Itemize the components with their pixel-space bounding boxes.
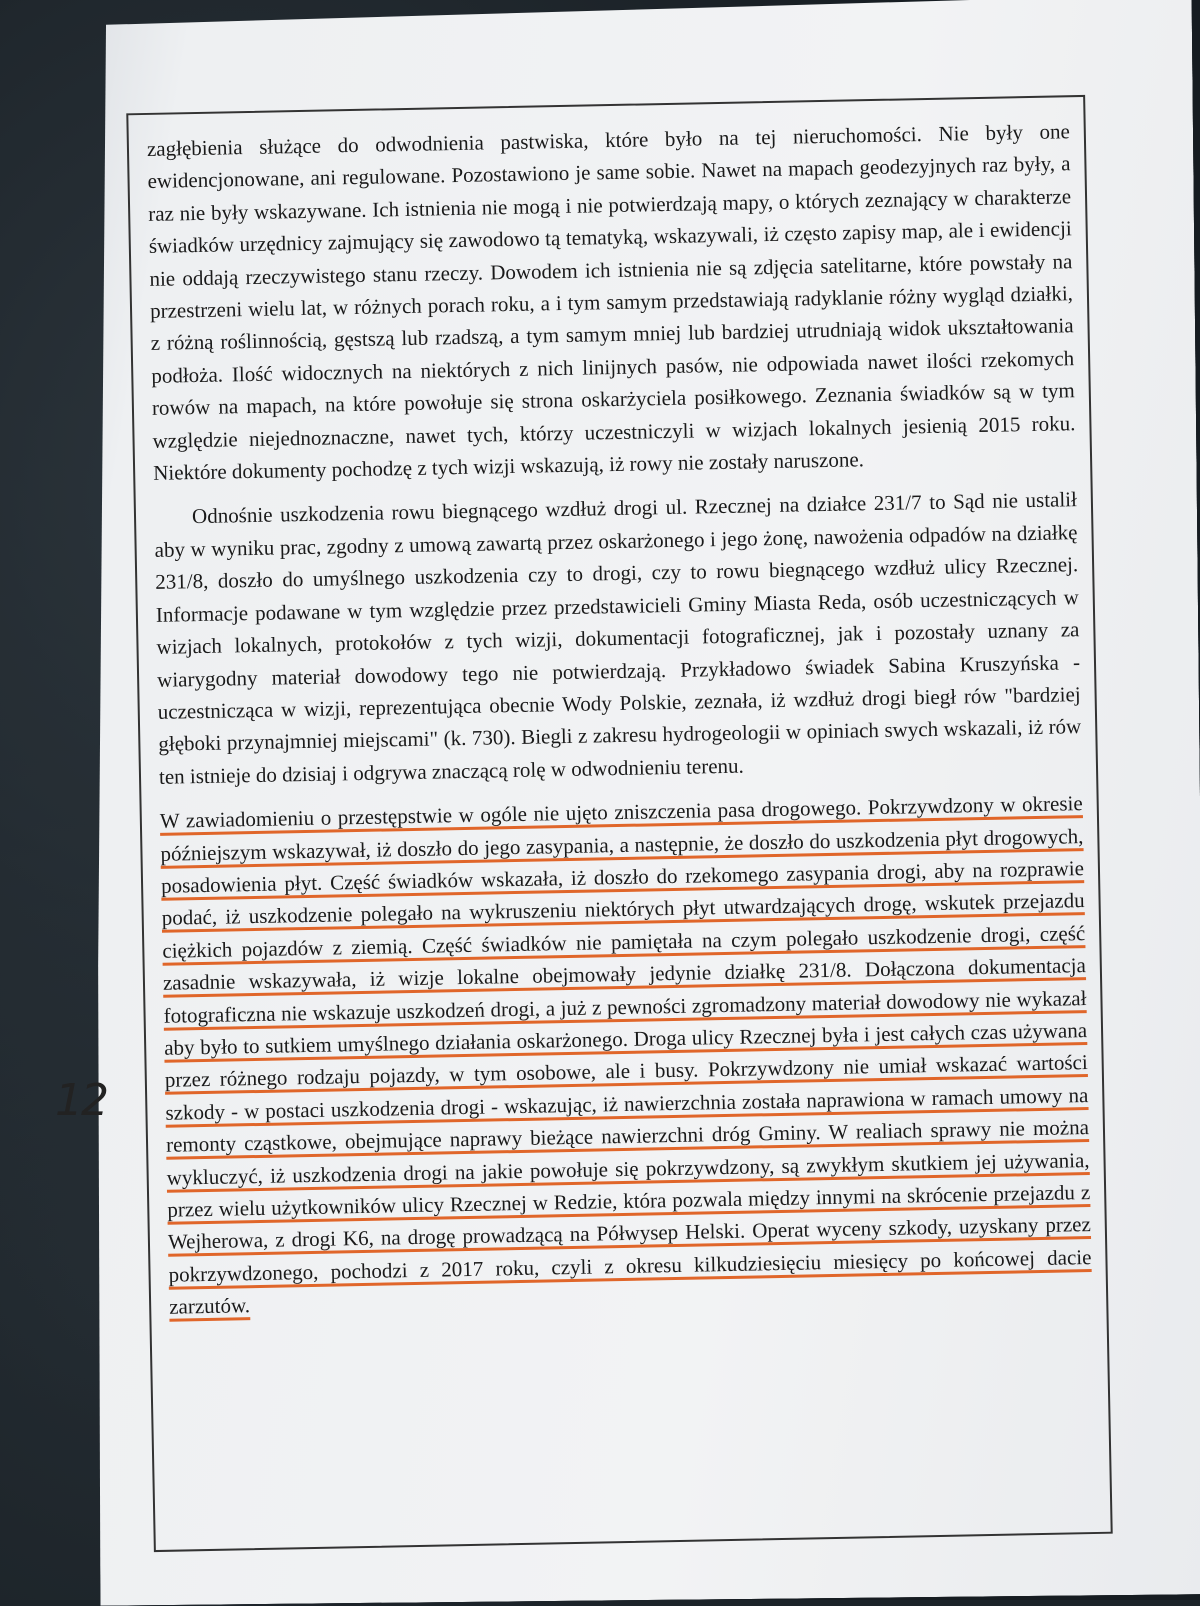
document-body <box>147 115 1093 1323</box>
paragraph-ditch-damage: Odnośnie uszkodzenia rowu biegnącego wzdłuż drogi ul. Rzecznej na działce 231/7 to Sąd nie ustalił aby w wyniku prac, zgodny z umową zawartą przez oskarżonego i jego żonę, nawożenia odpadów na działkę 231/8, doszło do umyślnego uszkodzenia czy to drogi, czy to rowu biegnącego wzdłuż ulicy Rzecznej. Informacje podawane w tym względzie przez przedstawicieli Gminy Miasta Reda, osób uczestniczących w wizjach lokalnych, protokołów z tych wizji, dokumentacji fotograficznej, jak i pozostały uznany za wiarygodny materiał dowodowy tego nie potwierdzają. Przykładowo świadek Sabina Kruszyńska - uczestnicząca w wizji, reprezentująca obecnie Wody Polskie, zeznała, iż wzdłuż drogi biegł rów "bardziej głęboki przynajmniej miejscami" (k. 730). Biegli z zakresu hydrogeologii w opiniach swych wskazali, iż rów ten istnieje do dzisiaj i odgrywa znaczącą rolę w odwodnieniu terenu. <box>154 487 1082 789</box>
document-frame <box>126 95 1112 1552</box>
paragraph-road-damage: W zawiadomieniu o przestępstwie w ogóle nie ujęto zniszczenia pasa drogowego. Pokrzywdzony w okresie późniejszym wskazywał, iż doszło do jego zasypania, a następnie, że doszło do uszkodzenia płyt drogowych, posadowienia płyt. Część świadków wskazała, iż doszło do rzekomego zasypania drogi, aby na rozprawie podać, iż uszkodzenie polegało na wykruszeniu niektórych płyt utwardzających drogę, wskutek przejazdu ciężkich pojazdów z ziemią. Część świadków nie pamiętała na czym polegało uszkodzenie drogi, część zasadnie wskazywała, iż wizje lokalne obejmowały jedynie działkę 231/8. Dołączona dokumentacja fotograficzna nie wskazuje uszkodzeń drogi, a już z pewności zgromadzony materiał dowodowy nie wykazał aby było to sutkiem umyślnego działania oskarżonego. Droga ulicy Rzecznej była i jest całych czas używana przez różnego rodzaju pojazdy, w tym osobowe, ale i busy. Pokrzywdzony nie umiał wskazać wartości szkody - w postaci uszkodzenia drogi - wskazując, iż nawierzchnia została naprawiona w ramach umowy na remonty cząstkowe, obejmujące naprawy bieżące nawierzchni dróg Gminy. W realiach sprawy nie można wykluczyć, iż uszkodzenia drogi na jakie powołuje się pokrzywdzony, są zwykłym skutkiem jej używania, przez wielu użytkowników ulicy Rzecznej w Redzie, która pozwala między innymi na skrócenie przejazdu z Wejherowa, z drogi K6, na drogę prowadzącą na Półwysep Helski. Operat wyceny szkody, uzyskany przez pokrzywdzonego, pochodzi z 2017 roku, czyli z okresu kilkudziesięciu miesięcy po końcowej dacie zarzutów. <box>159 791 1092 1319</box>
handwritten-page-number: 12 <box>55 1075 107 1126</box>
paragraph-drainage-ditches: zagłębienia służące do odwodnienia pastwiska, które było na tej nieruchomości. Nie były one ewidencjonowane, ani regulowane. Pozostawiono je same sobie. Nawet na mapach geodezyjnych raz były, a raz nie były wskazywane. Ich istnienia nie mogą i nie potwierdzają mapy, o których zeznający w charakterze świadków urzędnicy zajmujący się zawodowo tą tematyką, wskazywali, iż często zapisy map, ale i ewidencji nie oddają rzeczywistego stanu rzeczy. Dowodem ich istnienia nie są zdjęcia satelitarne, które powstały na przestrzeni wielu lat, w różnych porach roku, a i tym samym przedstawiają radyklanie różny wygląd działki, z różną roślinnością, gęstszą lub rzadszą, a tym samym mniej lub bardziej utrudniają widok ukształtowania podłoża. Ilość widocznych na niektórych z nich linijnych pasów, nie odpowiada nawet ilości rzekomych rowów na mapach, na które powołuje się strona oskarżyciela posiłkowego. Zeznania świadków są w tym względzie niejednoznaczne, nawet tych, którzy uczestniczyli w wizjach lokalnych jesienią 2015 roku. Niektóre dokumenty pochodzę z tych wizji wskazują, iż rowy nie zostały naruszone. <box>146 119 1076 485</box>
